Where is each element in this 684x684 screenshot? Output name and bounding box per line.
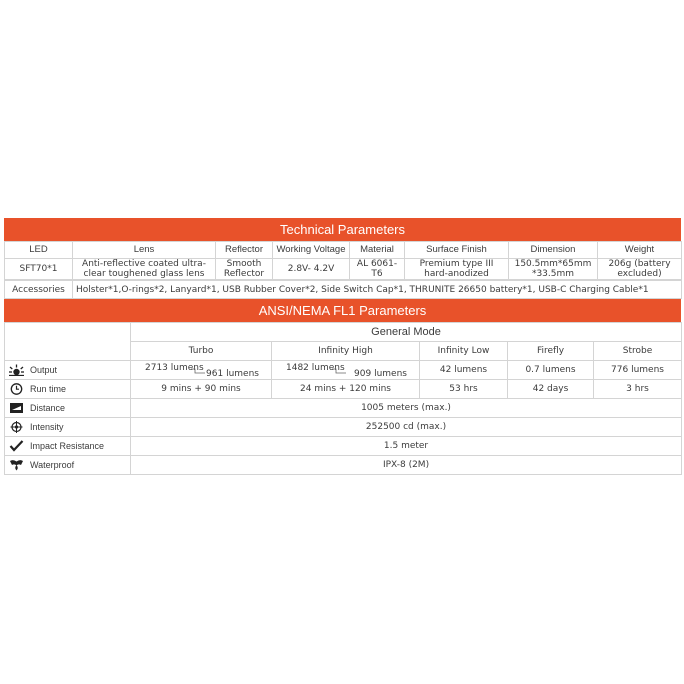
general-mode-label: General Mode bbox=[131, 323, 682, 342]
tech-value-row bbox=[5, 259, 682, 280]
output-label: Output bbox=[30, 365, 58, 375]
mode-turbo: Turbo bbox=[131, 342, 272, 361]
header-finish: Surface Finish bbox=[405, 242, 509, 259]
intensity-label: Intensity bbox=[30, 422, 64, 432]
distance-row bbox=[5, 399, 682, 418]
runtime-row bbox=[5, 380, 682, 399]
header-weight: Weight bbox=[598, 242, 682, 259]
output-ilow: 42 lumens bbox=[420, 361, 508, 380]
waterproof-label-cell bbox=[5, 456, 131, 475]
impact-row bbox=[5, 437, 682, 456]
waterproof-label: Waterproof bbox=[30, 460, 75, 470]
sun-icon bbox=[9, 364, 24, 376]
ansi-title: ANSI/NEMA FL1 Parameters bbox=[4, 299, 681, 322]
impact-label-cell bbox=[5, 437, 131, 456]
tech-table bbox=[4, 241, 682, 280]
output-firefly: 0.7 lumens bbox=[508, 361, 594, 380]
step-down-icon bbox=[191, 368, 205, 375]
mode-infinity-low: Infinity Low bbox=[420, 342, 508, 361]
mode-infinity-high: Infinity High bbox=[272, 342, 420, 361]
distance-label-cell bbox=[5, 399, 131, 418]
value-finish: Premium type III hard-anodized bbox=[405, 259, 509, 280]
intensity-row bbox=[5, 418, 682, 437]
step-down-icon bbox=[332, 368, 346, 375]
runtime-label-cell bbox=[5, 380, 131, 399]
output-turbo-a: 2713 lumens bbox=[145, 363, 204, 373]
header-lens: Lens bbox=[73, 242, 216, 259]
accessories-label: Accessories bbox=[5, 281, 73, 299]
output-turbo-b: 961 lumens bbox=[206, 369, 259, 379]
accessories-row bbox=[5, 281, 682, 299]
output-label-cell bbox=[5, 361, 131, 380]
distance-label: Distance bbox=[30, 403, 66, 413]
value-led: SFT70*1 bbox=[5, 259, 73, 280]
distance-value: 1005 meters (max.) bbox=[131, 399, 682, 418]
general-mode-row bbox=[5, 323, 682, 342]
corner-cell bbox=[5, 323, 131, 361]
water-icon bbox=[9, 459, 24, 471]
ansi-table bbox=[4, 322, 682, 475]
target-icon bbox=[9, 421, 24, 433]
runtime-label: Run time bbox=[30, 384, 67, 394]
header-voltage: Working Voltage bbox=[273, 242, 350, 259]
output-ihigh-cell bbox=[272, 361, 420, 380]
spec-sheet bbox=[4, 218, 681, 475]
output-ihigh-b: 909 lumens bbox=[354, 369, 407, 379]
value-voltage: 2.8V- 4.2V bbox=[273, 259, 350, 280]
impact-label: Impact Resistance bbox=[30, 441, 105, 451]
mode-firefly: Firefly bbox=[508, 342, 594, 361]
clock-icon bbox=[9, 383, 24, 395]
output-strobe: 776 lumens bbox=[594, 361, 682, 380]
intensity-value: 252500 cd (max.) bbox=[131, 418, 682, 437]
header-reflector: Reflector bbox=[216, 242, 273, 259]
output-turbo-cell bbox=[131, 361, 272, 380]
waterproof-value: IPX-8 (2M) bbox=[131, 456, 682, 475]
waterproof-row bbox=[5, 456, 682, 475]
value-dimension: 150.5mm*65mm *33.5mm bbox=[509, 259, 598, 280]
value-weight: 206g (battery excluded) bbox=[598, 259, 682, 280]
header-material: Material bbox=[350, 242, 405, 259]
runtime-firefly: 42 days bbox=[508, 380, 594, 399]
accessories-table bbox=[4, 280, 682, 299]
tech-header-row bbox=[5, 242, 682, 259]
runtime-strobe: 3 hrs bbox=[594, 380, 682, 399]
header-dimension: Dimension bbox=[509, 242, 598, 259]
output-ihigh-a: 1482 lumens bbox=[286, 363, 345, 373]
header-led: LED bbox=[5, 242, 73, 259]
runtime-ilow: 53 hrs bbox=[420, 380, 508, 399]
output-row bbox=[5, 361, 682, 380]
tech-title: Technical Parameters bbox=[4, 218, 681, 241]
value-lens: Anti-reflective coated ultra-clear toughened glass lens bbox=[73, 259, 216, 280]
check-icon bbox=[9, 440, 24, 452]
accessories-value: Holster*1,O-rings*2, Lanyard*1, USB Rubber Cover*2, Side Switch Cap*1, THRUNITE 26650 battery*1, USB-C Charging Cable*1 bbox=[73, 281, 682, 299]
distance-icon bbox=[9, 402, 24, 414]
intensity-label-cell bbox=[5, 418, 131, 437]
mode-strobe: Strobe bbox=[594, 342, 682, 361]
value-reflector: Smooth Reflector bbox=[216, 259, 273, 280]
runtime-turbo: 9 mins + 90 mins bbox=[131, 380, 272, 399]
value-material: AL 6061-T6 bbox=[350, 259, 405, 280]
runtime-ihigh: 24 mins + 120 mins bbox=[272, 380, 420, 399]
impact-value: 1.5 meter bbox=[131, 437, 682, 456]
